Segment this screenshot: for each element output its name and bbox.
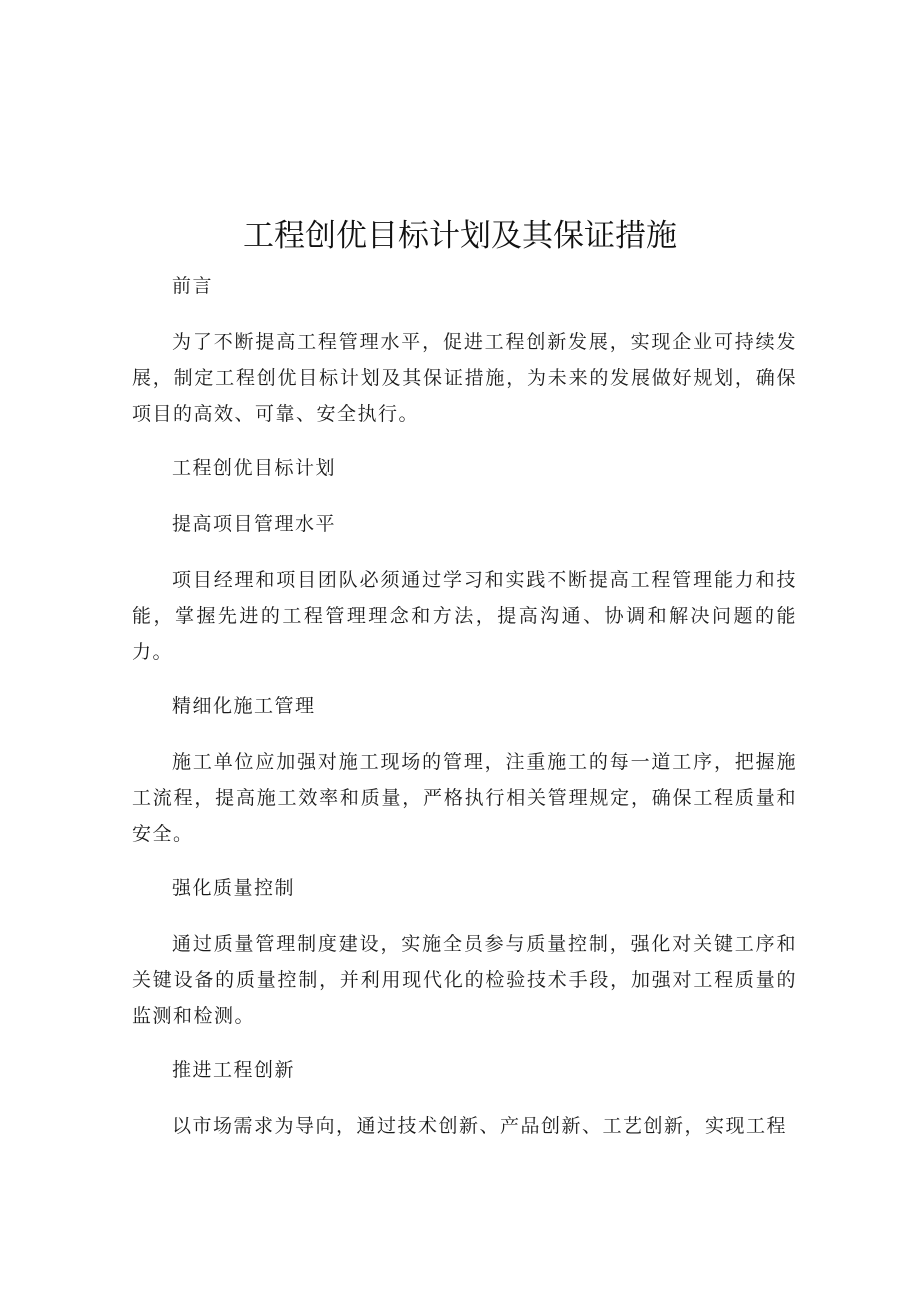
management-heading: 提高项目管理水平 [172, 513, 337, 535]
innovation-heading: 推进工程创新 [172, 1059, 296, 1081]
management-paragraph: 项目经理和项目团队必须通过学习和实践不断提高工程管理能力和技能，掌握先进的工程管理理念和方法，提高沟通、协调和解决问题的能力。 [132, 569, 797, 663]
construction-paragraph: 施工单位应加强对施工现场的管理，注重施工的每一道工序，把握施工流程，提高施工效率和质量，严格执行相关管理规定，确保工程质量和安全。 [132, 751, 797, 845]
construction-heading: 精细化施工管理 [172, 695, 316, 717]
document-title: 工程创优目标计划及其保证措施 [243, 218, 677, 254]
preface-heading: 前言 [172, 275, 214, 297]
plan-heading: 工程创优目标计划 [172, 457, 337, 479]
preface-paragraph: 为了不断提高工程管理水平，促进工程创新发展，实现企业可持续发展，制定工程创优目标计划及其保证措施，为未来的发展做好规划，确保项目的高效、可靠、安全执行。 [132, 331, 797, 425]
innovation-paragraph: 以市场需求为导向，通过技术创新、产品创新、工艺创新，实现工程 [172, 1115, 788, 1137]
quality-heading: 强化质量控制 [172, 877, 296, 899]
document-body [132, 268, 797, 1144]
quality-paragraph: 通过质量管理制度建设，实施全员参与质量控制，强化对关键工序和关键设备的质量控制，并利用现代化的检验技术手段，加强对工程质量的监测和检测。 [132, 933, 797, 1027]
